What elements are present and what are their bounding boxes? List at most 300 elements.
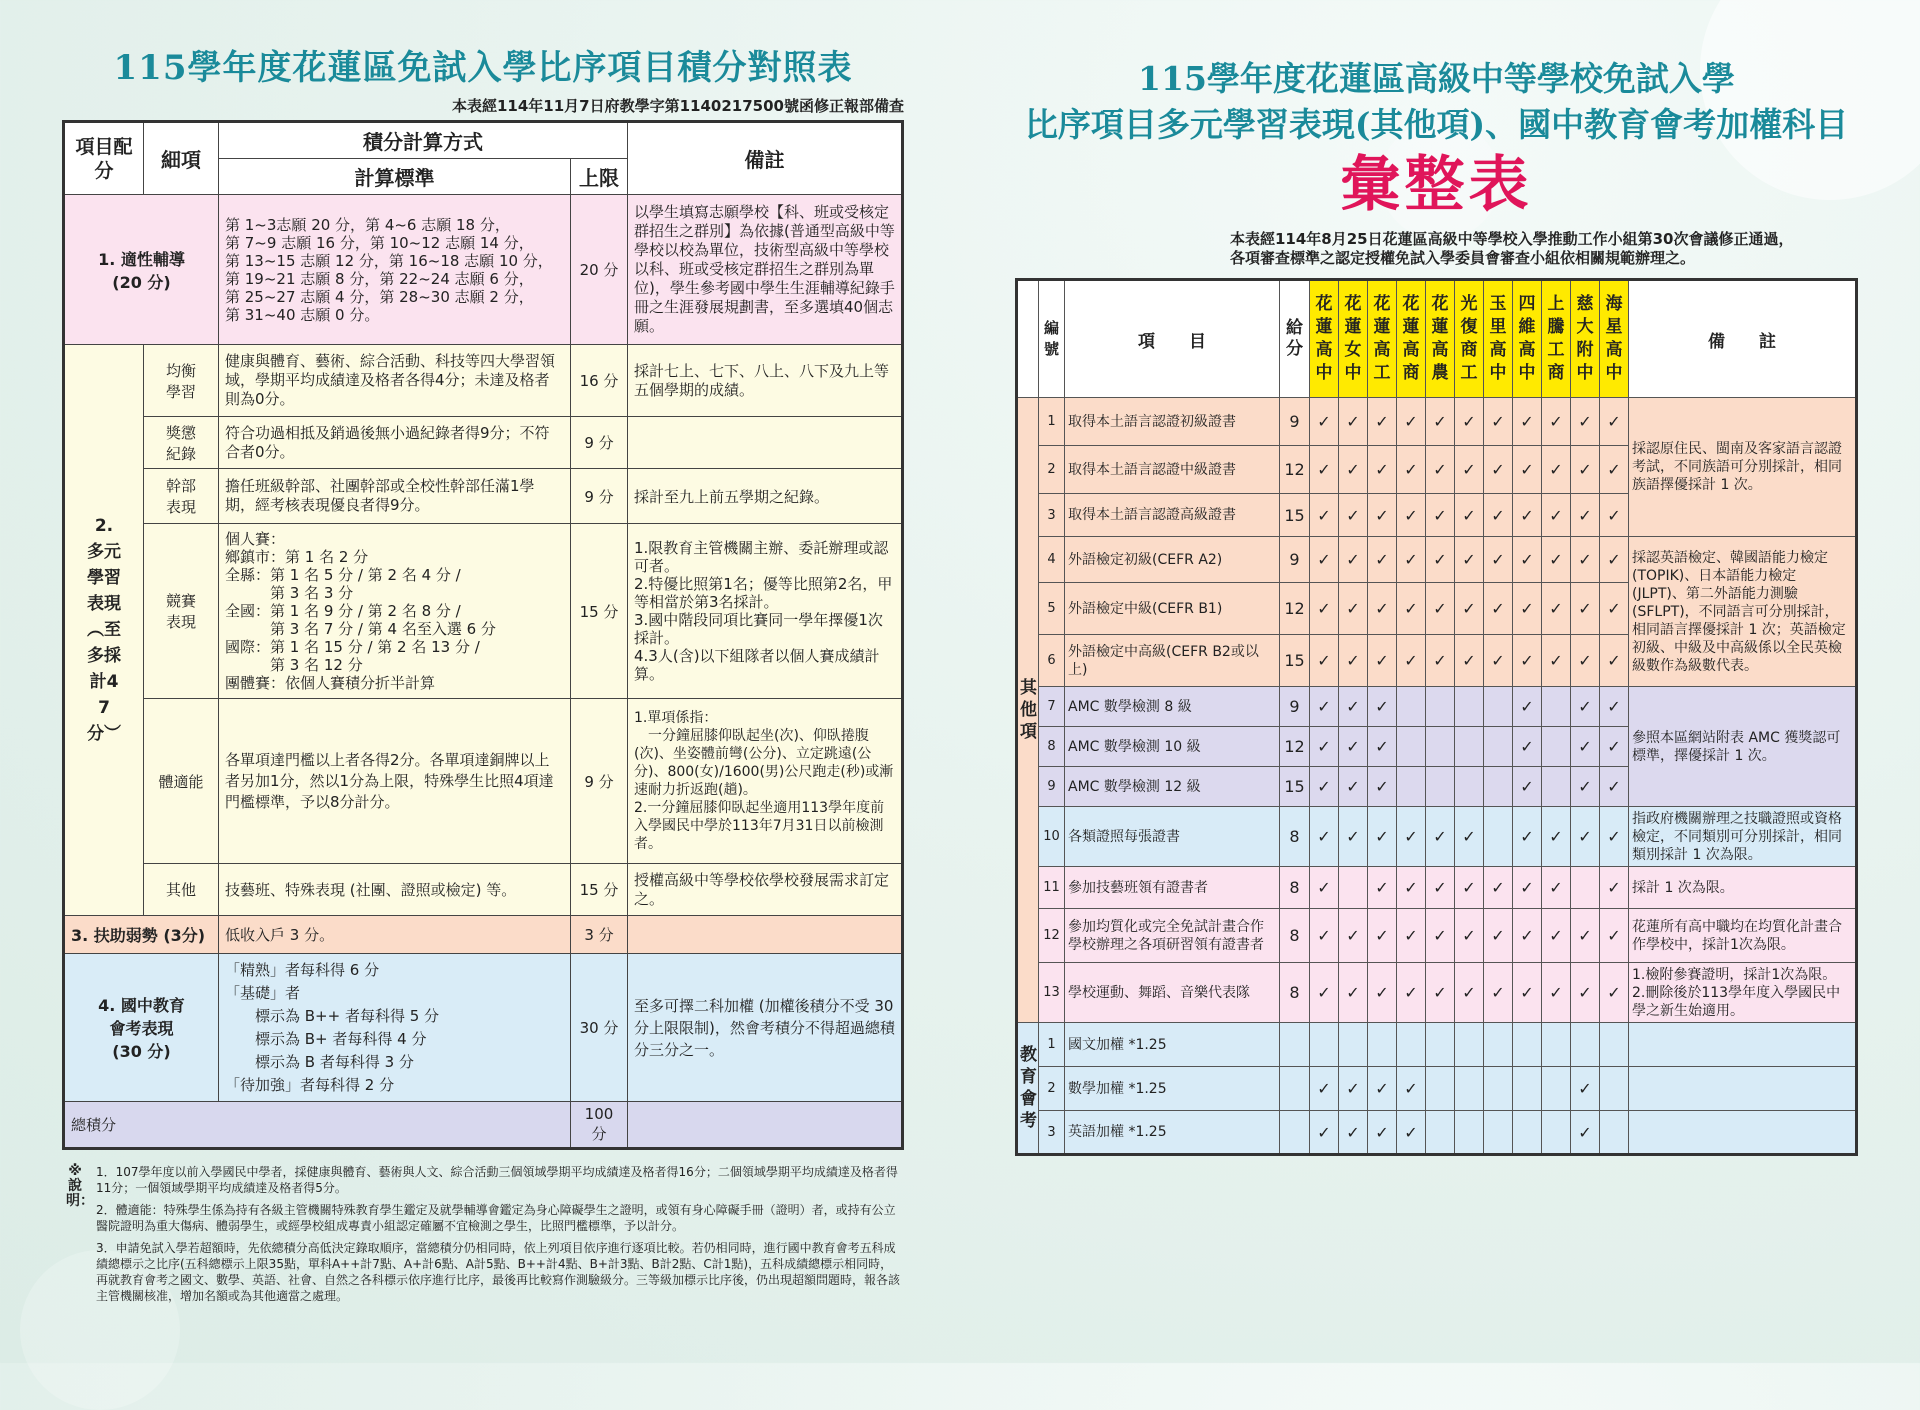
row-points: 15 (1280, 494, 1310, 537)
row-points (1280, 1067, 1310, 1111)
check-cell (1455, 727, 1484, 767)
cat1-points: (20 分) (112, 272, 171, 292)
check-cell (1455, 767, 1484, 807)
right-subtitle-1: 本表經114年8月25日花蓮區高級中等學校入學推動工作小組第30次會議修正通過， (1230, 230, 1794, 248)
check-cell: ✓ (1368, 767, 1397, 807)
check-cell (1542, 727, 1571, 767)
check-cell: ✓ (1571, 1111, 1600, 1155)
check-cell: ✓ (1484, 909, 1513, 963)
check-cell: ✓ (1455, 635, 1484, 687)
contest-line: 團體賽：依個人賽積分折半計算 (225, 674, 436, 692)
row-number: 5 (1039, 583, 1065, 635)
check-cell: ✓ (1513, 909, 1542, 963)
check-cell: ✓ (1368, 446, 1397, 494)
cat2-remark-2: 採計至九上前五學期之紀錄。 (628, 469, 903, 524)
check-cell: ✓ (1484, 635, 1513, 687)
check-cell: ✓ (1571, 446, 1600, 494)
school-header: 花蓮高工 (1368, 280, 1397, 398)
row-remark: 指政府機關辦理之技職證照或資格檢定，不同類別可分別採計，相同類別採計 1 次為限。 (1629, 807, 1857, 867)
check-cell: ✓ (1310, 494, 1339, 537)
check-cell: ✓ (1310, 687, 1339, 727)
check-cell (1484, 687, 1513, 727)
row-remark (1629, 963, 1857, 1023)
cat4-standard (219, 954, 571, 1102)
check-cell (1426, 1111, 1455, 1155)
check-cell (1484, 1067, 1513, 1111)
row-number: 2 (1039, 446, 1065, 494)
check-cell: ✓ (1455, 583, 1484, 635)
check-cell: ✓ (1310, 909, 1339, 963)
note-3: 3．申請免試入學若超額時，先依總積分高低決定錄取順序，當總積分仍相同時，依上列項目依序進行逐項比較。若仍相同時，進行國中教育會考五科成績總標示之比序(五科總標示上限35點，單科A++計7點、A+計6點、A計5點、B++計4點、B+計3點、B計2點、C計1點)，五科成績總標示相同時，再就教育會考之國文、數學、英語、社會、自然之各科標示依序進行比序，最後再比較寫作測驗級分。三等級加標示比序後，仍出現超額問題時，報各該主管機關核准，增加名額或為其他適當之處理。 (96, 1241, 901, 1303)
check-cell: ✓ (1368, 1067, 1397, 1111)
summary-row (1017, 1111, 1857, 1155)
row-item: 英語加權 *1.25 (1065, 1111, 1280, 1155)
check-cell: ✓ (1455, 398, 1484, 446)
cat2-name (64, 345, 144, 916)
check-cell: ✓ (1600, 963, 1629, 1023)
check-cell: ✓ (1600, 398, 1629, 446)
check-cell: ✓ (1513, 494, 1542, 537)
left-title: 115學年度花蓮區免試入學比序項目積分對照表 (113, 48, 853, 88)
check-cell: ✓ (1571, 635, 1600, 687)
check-cell: ✓ (1310, 963, 1339, 1023)
check-cell: ✓ (1455, 494, 1484, 537)
cat2-standard-0: 健康與體育、藝術、綜合活動、科技等四大學習領域，學期平均成績達及格者各得4分；未達及格者則為0分。 (219, 345, 571, 417)
check-cell: ✓ (1542, 583, 1571, 635)
check-cell: ✓ (1542, 494, 1571, 537)
cat2-standard-2: 擔任班級幹部、社團幹部或全校性幹部任滿1學期，經考核表現優良者得9分。 (219, 469, 571, 524)
check-cell: ✓ (1426, 446, 1455, 494)
check-cell: ✓ (1600, 494, 1629, 537)
right-title-1: 115學年度花蓮區高級中等學校免試入學 (1138, 59, 1735, 98)
check-cell (1455, 687, 1484, 727)
check-cell: ✓ (1426, 867, 1455, 909)
check-cell: ✓ (1310, 867, 1339, 909)
check-cell: ✓ (1339, 398, 1368, 446)
row-points (1280, 1111, 1310, 1155)
row-points: 8 (1280, 807, 1310, 867)
cat2-detail-0: 均衡學習 (144, 345, 219, 417)
header-standard: 計算標準 (219, 159, 571, 195)
cat2-title: 2.多元學習表現︵至多採計47分︶ (87, 516, 121, 744)
check-cell: ✓ (1484, 963, 1513, 1023)
check-cell: ✓ (1571, 1067, 1600, 1111)
check-cell: ✓ (1571, 767, 1600, 807)
exam-line: 「基礎」者 (225, 983, 301, 1002)
contest-remark: 2.特優比照第1名；優等比照第2名，甲等相當於第3名採計。 (634, 575, 893, 611)
header-item: 項 目 (1065, 280, 1280, 398)
row-item: 外語檢定中高級(CEFR B2或以上) (1065, 635, 1280, 687)
check-cell: ✓ (1542, 807, 1571, 867)
contest-line: 鄉鎮市：第 1 名 2 分 (225, 548, 369, 566)
check-cell (1484, 1111, 1513, 1155)
check-cell: ✓ (1339, 767, 1368, 807)
contest-line: 個人賽： (225, 530, 286, 548)
check-cell: ✓ (1542, 963, 1571, 1023)
row-points: 12 (1280, 727, 1310, 767)
left-subtitle: 本表經114年11月7日府教學字第1140217500號函修正報部備查 (452, 97, 904, 115)
header-num: 編號 (1039, 280, 1065, 398)
check-cell: ✓ (1484, 583, 1513, 635)
right-title-2: 比序項目多元學習表現(其他項)、國中教育會考加權科目 (1024, 105, 1849, 144)
check-cell (1484, 1023, 1513, 1067)
check-cell (1513, 1111, 1542, 1155)
check-cell: ✓ (1513, 867, 1542, 909)
row-item: AMC 數學檢測 12 級 (1065, 767, 1280, 807)
contest-line: 國際：第 1 名 15 分 / 第 2 名 13 分 / (225, 638, 480, 656)
row-points: 12 (1280, 446, 1310, 494)
header-item: 項目配分 (64, 122, 144, 195)
check-cell: ✓ (1310, 583, 1339, 635)
note-1: 1．107學年度以前入學國民中學者，採健康與體育、藝術與人文、綜合活動三個領域學期平均成績達及格者得16分；二個領域學期平均成績達及格者得11分；一個領域學期平均成績達及格者得5分。 (96, 1165, 898, 1195)
cat4-points: (30 分) (112, 1042, 171, 1061)
fitness-remark: 1.單項係指： (634, 710, 718, 726)
row-item: 各類證照每張證書 (1065, 807, 1280, 867)
summary-row (1017, 909, 1857, 963)
check-cell (1426, 1023, 1455, 1067)
row-points: 8 (1280, 963, 1310, 1023)
check-cell: ✓ (1571, 963, 1600, 1023)
school-header: 花蓮高中 (1310, 280, 1339, 398)
header-detail: 細項 (144, 122, 219, 195)
check-cell (1455, 1067, 1484, 1111)
cat2-standard-5: 技藝班、特殊表現 (社團、證照或檢定) 等。 (219, 864, 571, 916)
check-cell: ✓ (1571, 494, 1600, 537)
check-cell (1397, 1023, 1426, 1067)
row-number: 2 (1039, 1067, 1065, 1111)
row-number: 9 (1039, 767, 1065, 807)
cat2-limit-4: 9 分 (571, 699, 628, 864)
check-cell: ✓ (1600, 767, 1629, 807)
check-cell: ✓ (1310, 807, 1339, 867)
cat1-line: 第 19~21 志願 8 分，第 22~24 志願 6 分， (225, 269, 534, 288)
check-cell: ✓ (1339, 687, 1368, 727)
row-number: 7 (1039, 687, 1065, 727)
check-cell: ✓ (1397, 583, 1426, 635)
check-cell: ✓ (1310, 1111, 1339, 1155)
check-cell: ✓ (1368, 537, 1397, 583)
check-cell: ✓ (1368, 494, 1397, 537)
check-cell (1600, 1067, 1629, 1111)
check-cell: ✓ (1600, 867, 1629, 909)
check-cell: ✓ (1484, 867, 1513, 909)
cat3-standard: 低收入戶 3 分。 (219, 916, 571, 954)
cat2-detail-2: 幹部表現 (144, 469, 219, 524)
row-points: 9 (1280, 398, 1310, 446)
check-cell (1571, 1023, 1600, 1067)
cat1-title: 1. 適性輔導 (98, 249, 185, 269)
check-cell (1397, 767, 1426, 807)
row-points: 9 (1280, 537, 1310, 583)
right-panel (1015, 56, 1858, 1156)
check-cell (1513, 1067, 1542, 1111)
check-cell: ✓ (1426, 635, 1455, 687)
check-cell (1426, 727, 1455, 767)
check-cell (1484, 727, 1513, 767)
check-cell: ✓ (1310, 446, 1339, 494)
check-cell: ✓ (1368, 727, 1397, 767)
check-cell: ✓ (1339, 537, 1368, 583)
check-cell: ✓ (1397, 446, 1426, 494)
cat2-limit-0: 16 分 (571, 345, 628, 417)
row-remark (1629, 1111, 1857, 1155)
check-cell (1339, 1023, 1368, 1067)
check-cell: ✓ (1368, 963, 1397, 1023)
row-item: 國文加權 *1.25 (1065, 1023, 1280, 1067)
check-cell: ✓ (1600, 635, 1629, 687)
cat3-remark (628, 916, 903, 954)
check-cell: ✓ (1368, 867, 1397, 909)
row-item: 學校運動、舞蹈、音樂代表隊 (1065, 963, 1280, 1023)
check-cell: ✓ (1455, 446, 1484, 494)
group-exam: 教育會考 (1017, 1023, 1039, 1155)
cat3-limit: 3 分 (571, 916, 628, 954)
cat1-remark: 以學生填寫志願學校【科、班或受核定群招生之群別】為依據(普通型高級中等學校以校為單位，技術型高級中等學校以科、班或受核定群招生之群別為單位)，學生參考國中學生生涯輔導紀錄手冊之生涯發展規劃書，至多選填40個志願。 (628, 195, 903, 345)
check-cell: ✓ (1542, 537, 1571, 583)
check-cell: ✓ (1513, 963, 1542, 1023)
check-cell (1571, 867, 1600, 909)
contest-line: 第 3 名 12 分 (225, 656, 363, 674)
check-cell: ✓ (1310, 537, 1339, 583)
row-points (1280, 1023, 1310, 1067)
row-number: 3 (1039, 1111, 1065, 1155)
cat2-remark-3 (628, 524, 903, 699)
cat2-limit-3: 15 分 (571, 524, 628, 699)
school-header: 慈大附中 (1571, 280, 1600, 398)
check-cell: ✓ (1339, 727, 1368, 767)
cat1-standard (219, 195, 571, 345)
check-cell: ✓ (1455, 537, 1484, 583)
summary-row (1017, 807, 1857, 867)
check-cell: ✓ (1426, 537, 1455, 583)
check-cell (1426, 1067, 1455, 1111)
contest-remark: 4.3人(含)以下組隊者以個人賽成績計算。 (634, 647, 880, 683)
row-item: 取得本土語言認證初級證書 (1065, 398, 1280, 446)
check-cell: ✓ (1368, 909, 1397, 963)
cat4-limit: 30 分 (571, 954, 628, 1102)
check-cell: ✓ (1339, 909, 1368, 963)
exam-line: 標示為 B+ 者每科得 4 分 (225, 1029, 427, 1048)
check-cell: ✓ (1542, 867, 1571, 909)
cat1-name (64, 195, 219, 345)
contest-remark: 3.國中階段同項比賽同一學年擇優1次採計。 (634, 611, 883, 647)
check-cell (1426, 687, 1455, 727)
row-number: 6 (1039, 635, 1065, 687)
fitness-remark: 2.一分鐘屈膝仰臥起坐適用113學年度前入學國民中學於113年7月31日以前檢測者。 (634, 800, 885, 852)
school-header: 玉里高中 (1484, 280, 1513, 398)
contest-remark: 1.限教育主管機關主辦、委託辦理或認可者。 (634, 539, 889, 575)
check-cell: ✓ (1397, 494, 1426, 537)
check-cell (1397, 687, 1426, 727)
row-remark (1629, 1023, 1857, 1067)
check-cell (1542, 687, 1571, 727)
right-subtitle-2: 各項審查標準之認定授權免試入學委員會審查小組依相關規範辦理之。 (1230, 249, 1696, 267)
check-cell: ✓ (1600, 537, 1629, 583)
check-cell: ✓ (1310, 635, 1339, 687)
check-cell: ✓ (1339, 1067, 1368, 1111)
check-cell: ✓ (1455, 963, 1484, 1023)
points-table (62, 120, 904, 1150)
check-cell (1484, 807, 1513, 867)
check-cell (1542, 1067, 1571, 1111)
cat2-limit-1: 9 分 (571, 417, 628, 469)
check-cell: ✓ (1426, 963, 1455, 1023)
check-cell: ✓ (1542, 446, 1571, 494)
row-number: 12 (1039, 909, 1065, 963)
check-cell: ✓ (1600, 446, 1629, 494)
check-cell: ✓ (1397, 398, 1426, 446)
check-cell: ✓ (1571, 583, 1600, 635)
cat2-standard-1: 符合功過相抵及銷過後無小過紀錄者得9分；不符合者0分。 (219, 417, 571, 469)
cat2-detail-1: 獎懲紀錄 (144, 417, 219, 469)
check-cell: ✓ (1397, 1067, 1426, 1111)
row-item: 外語檢定初級(CEFR A2) (1065, 537, 1280, 583)
row-item: AMC 數學檢測 10 級 (1065, 727, 1280, 767)
fitness-remark: 一分鐘屈膝仰臥起坐(次)、仰臥捲腹(次)、坐姿體前彎(公分)、立定跳遠(公分)、800(女)/1600(男)公尺跑走(秒)或漸速耐力折返跑(趟)。 (634, 728, 894, 798)
row-number: 8 (1039, 727, 1065, 767)
right-subtitle (1230, 230, 1858, 268)
row-number: 3 (1039, 494, 1065, 537)
check-cell: ✓ (1513, 446, 1542, 494)
check-cell: ✓ (1339, 494, 1368, 537)
contest-line: 第 3 名 7 分 / 第 4 名至入選 6 分 (225, 620, 496, 638)
cat3-name: 3. 扶助弱勢 (3分) (64, 916, 219, 954)
check-cell: ✓ (1339, 807, 1368, 867)
check-cell: ✓ (1571, 807, 1600, 867)
cat2-remark-1 (628, 417, 903, 469)
row-item: 數學加權 *1.25 (1065, 1067, 1280, 1111)
row-item: 取得本土語言認證中級證書 (1065, 446, 1280, 494)
check-cell: ✓ (1484, 398, 1513, 446)
check-cell: ✓ (1600, 687, 1629, 727)
check-cell: ✓ (1600, 909, 1629, 963)
check-cell: ✓ (1368, 1111, 1397, 1155)
row-item: 取得本土語言認證高級證書 (1065, 494, 1280, 537)
check-cell: ✓ (1397, 1111, 1426, 1155)
group-other: 其他項 (1017, 398, 1039, 1023)
left-panel (62, 40, 904, 1310)
row-item: AMC 數學檢測 8 級 (1065, 687, 1280, 727)
cat2-standard-4: 各單項達門檻以上者各得2分。各單項達銅牌以上者另加1分，然以1分為上限，特殊學生比照4項達門檻標準，予以8分計分。 (219, 699, 571, 864)
check-cell: ✓ (1484, 446, 1513, 494)
header-limit: 上限 (571, 159, 628, 195)
check-cell: ✓ (1310, 767, 1339, 807)
check-cell (1426, 767, 1455, 807)
exam-line: 「精熟」者每科得 6 分 (225, 960, 380, 979)
corner-cell (1017, 280, 1039, 398)
check-cell: ✓ (1397, 537, 1426, 583)
cat4-title: 4. 國中教育會考表現 (98, 996, 185, 1038)
cat4-remark: 至多可擇二科加權 (加權後積分不受 30 分上限限制)，然會考積分不得超過總積分三分之一。 (628, 954, 903, 1102)
row-number: 1 (1039, 398, 1065, 446)
cat2-limit-2: 9 分 (571, 469, 628, 524)
exam-line: 標示為 B++ 者每科得 5 分 (225, 1006, 440, 1025)
school-header: 花蓮高商 (1397, 280, 1426, 398)
row-remark: 參照本區網站附表 AMC 獲獎認可標準，擇優採計 1 次。 (1629, 687, 1857, 807)
check-cell (1310, 1023, 1339, 1067)
check-cell (1542, 1023, 1571, 1067)
check-cell (1600, 1023, 1629, 1067)
check-cell: ✓ (1426, 807, 1455, 867)
check-cell: ✓ (1397, 909, 1426, 963)
check-cell: ✓ (1600, 727, 1629, 767)
check-cell: ✓ (1542, 909, 1571, 963)
school-header: 花蓮女中 (1339, 280, 1368, 398)
team-remark-line: 2.刪除後於113學年度入學國民中學之新生始適用。 (1632, 984, 1841, 1019)
school-header: 光復商工 (1455, 280, 1484, 398)
notes (62, 1164, 904, 1304)
check-cell: ✓ (1339, 963, 1368, 1023)
cat2-remark-0: 採計七上、七下、八上、八下及九上等五個學期的成績。 (628, 345, 903, 417)
check-cell: ✓ (1484, 494, 1513, 537)
check-cell: ✓ (1455, 807, 1484, 867)
total-remark (628, 1102, 903, 1149)
summary-body (1017, 398, 1857, 1155)
summary-table (1015, 278, 1858, 1156)
check-cell: ✓ (1571, 727, 1600, 767)
cat2-detail-5: 其他 (144, 864, 219, 916)
check-cell: ✓ (1542, 398, 1571, 446)
check-cell: ✓ (1542, 635, 1571, 687)
check-cell: ✓ (1310, 1067, 1339, 1111)
check-cell (1339, 867, 1368, 909)
check-cell: ✓ (1571, 687, 1600, 727)
check-cell: ✓ (1600, 583, 1629, 635)
cat2-detail-4: 體適能 (144, 699, 219, 864)
row-number: 10 (1039, 807, 1065, 867)
row-points: 12 (1280, 583, 1310, 635)
right-title-big: 彙整表 (1340, 150, 1533, 220)
team-remark-line: 1.檢附參賽證明，採計1次為限。 (1632, 966, 1837, 983)
cat1-line: 第 1~3志願 20 分，第 4~6 志願 18 分， (225, 215, 510, 234)
check-cell: ✓ (1426, 583, 1455, 635)
check-cell (1484, 767, 1513, 807)
check-cell: ✓ (1426, 909, 1455, 963)
cat2-standard-3 (219, 524, 571, 699)
cat1-line: 第 7~9 志願 16 分，第 10~12 志願 14 分， (225, 233, 534, 252)
check-cell (1455, 1111, 1484, 1155)
check-cell: ✓ (1426, 398, 1455, 446)
note-2: 2．體適能：特殊學生係為持有各級主管機關特殊教育學生鑑定及就學輔導會鑑定為身心障礙學生之證明，或領有身心障礙手冊（證明）者，或持有公立醫院證明為重大傷病、體弱學生，或經學校組成專責小組認定確屬不宜檢測之學生，比照門檻標準，予以計分。 (96, 1203, 896, 1233)
summary-row (1017, 1067, 1857, 1111)
check-cell (1455, 1023, 1484, 1067)
check-cell: ✓ (1368, 687, 1397, 727)
check-cell: ✓ (1368, 398, 1397, 446)
check-cell: ✓ (1513, 398, 1542, 446)
row-remark: 採計 1 次為限。 (1629, 867, 1857, 909)
check-cell: ✓ (1339, 446, 1368, 494)
cat2-limit-5: 15 分 (571, 864, 628, 916)
check-cell: ✓ (1513, 583, 1542, 635)
row-remark: 採認原住民、閩南及客家語言認證考試，不同族語可分別採計，相同族語擇優採計 1 次。 (1629, 398, 1857, 537)
check-cell: ✓ (1571, 398, 1600, 446)
row-item: 參加均質化或完全免試計畫合作學校辦理之各項研習領有證書者 (1065, 909, 1280, 963)
check-cell (1513, 1023, 1542, 1067)
row-number: 1 (1039, 1023, 1065, 1067)
row-points: 8 (1280, 909, 1310, 963)
check-cell: ✓ (1368, 807, 1397, 867)
row-item: 外語檢定中級(CEFR B1) (1065, 583, 1280, 635)
row-points: 8 (1280, 867, 1310, 909)
row-remark (1629, 1067, 1857, 1111)
summary-row (1017, 687, 1857, 727)
cat2-detail-3: 競賽表現 (144, 524, 219, 699)
cat1-limit: 20 分 (571, 195, 628, 345)
check-cell (1600, 1111, 1629, 1155)
row-remark: 花蓮所有高中職均在均質化計畫合作學校中，採計1次為限。 (1629, 909, 1857, 963)
check-cell: ✓ (1310, 398, 1339, 446)
check-cell: ✓ (1310, 727, 1339, 767)
